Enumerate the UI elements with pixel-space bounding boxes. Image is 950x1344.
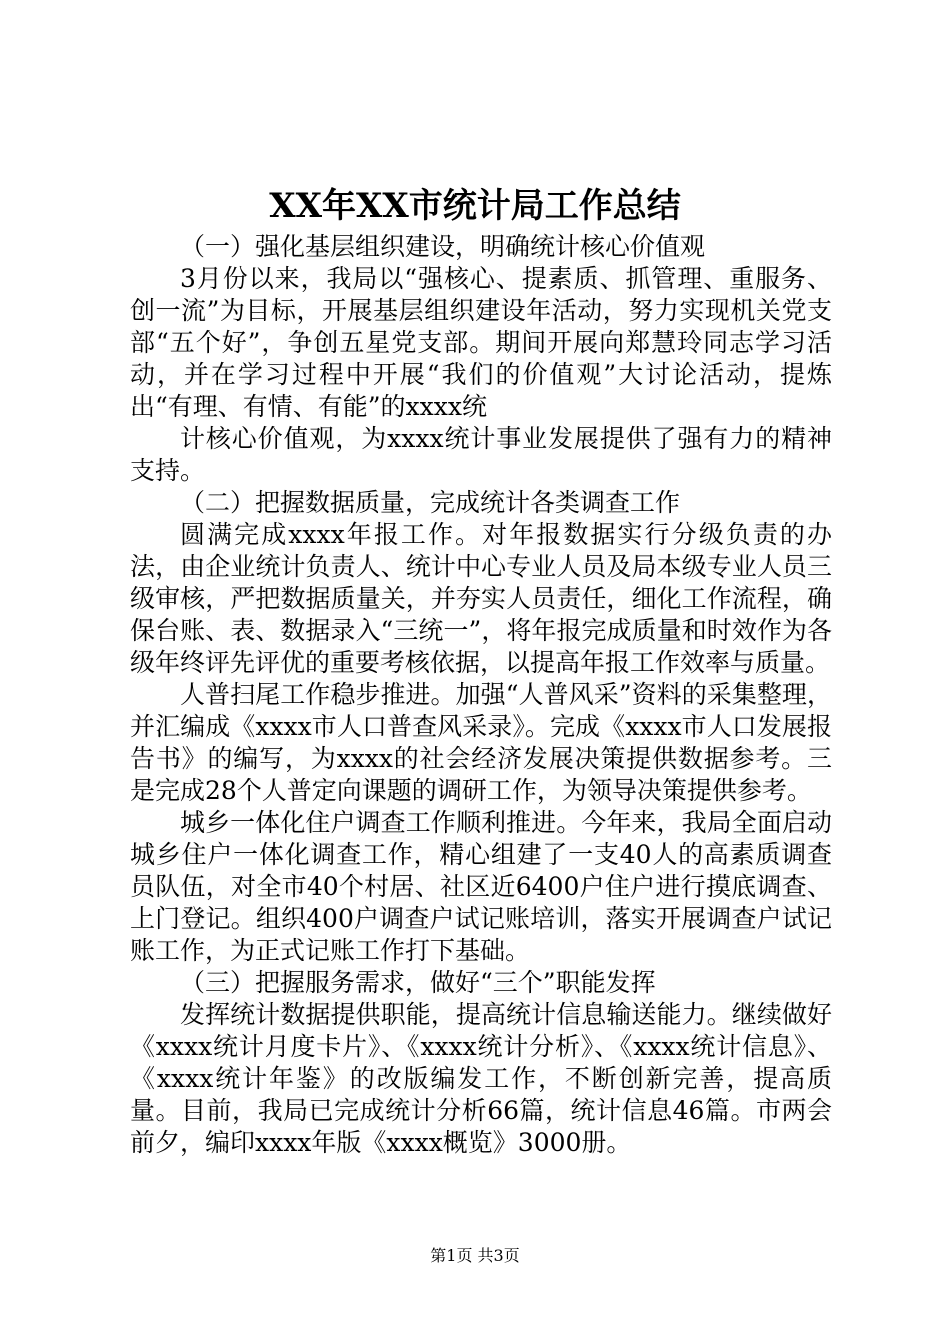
paragraph: 发挥统计数据提供职能，提高统计信息输送能力。继续做好《xxxx统计月度卡片》、《xxxx统计分析》、《xxxx统计信息》、《xxxx统计年鉴》的改版编发工作，不断创新完善，提高质量。目前，我局已完成统计分析66篇，统计信息46篇。市两会前夕，编印xxxx年版《xxxx概览》3000册。 <box>130 1000 832 1157</box>
paragraph: 圆满完成xxxx年报工作。对年报数据实行分级负责的办法，由企业统计负责人、统计中心专业人员及局本级专业人员三级审核，严把数据质量关，并夯实人员责任，细化工作流程，确保台账、表、数据录入“三统一”，将年报完成质量和时效作为各级年终评先评优的重要考核依据，以提高年报工作效率与质量。 <box>130 520 832 677</box>
document-title: XX年XX市统计局工作总结 <box>269 186 681 226</box>
document-body <box>130 231 832 1159</box>
paragraph: 城乡一体化住户调查工作顺利推进。今年来，我局全面启动城乡住户一体化调查工作，精心组建了一支40人的高素质调查员队伍，对全市40个村居、社区近6400户住户进行摸底调查、上门登记。组织400户调查户试记账培训，落实开展调查户试记账工作，为正式记账工作打下基础。 <box>130 808 832 965</box>
paragraph: 人普扫尾工作稳步推进。加强“人普风采”资料的采集整理，并汇编成《xxxx市人口普查风采录》。完成《xxxx市人口发展报告书》的编写，为xxxx的社会经济发展决策提供数据参考。三是完成28个人普定向课题的调研工作，为领导决策提供参考。 <box>130 680 832 805</box>
section-heading-3: （三）把握服务需求，做好“三个”职能发挥 <box>180 968 656 997</box>
page-number: 第1页 共3页 <box>430 1246 520 1265</box>
section-heading-2: （二）把握数据质量，完成统计各类调查工作 <box>180 488 681 517</box>
paragraph: 计核心价值观，为xxxx统计事业发展提供了强有力的精神支持。 <box>130 424 832 485</box>
paragraph: 3月份以来，我局以“强核心、提素质、抓管理、重服务、创一流”为目标，开展基层组织建设年活动，努力实现机关党支部“五个好”，争创五星党支部。期间开展向郑慧玲同志学习活动，并在学习过程中开展“我们的价值观”大讨论活动，提炼出“有理、有情、有能”的xxxx统 <box>130 264 832 421</box>
section-heading-1: （一）强化基层组织建设，明确统计核心价值观 <box>180 232 706 261</box>
